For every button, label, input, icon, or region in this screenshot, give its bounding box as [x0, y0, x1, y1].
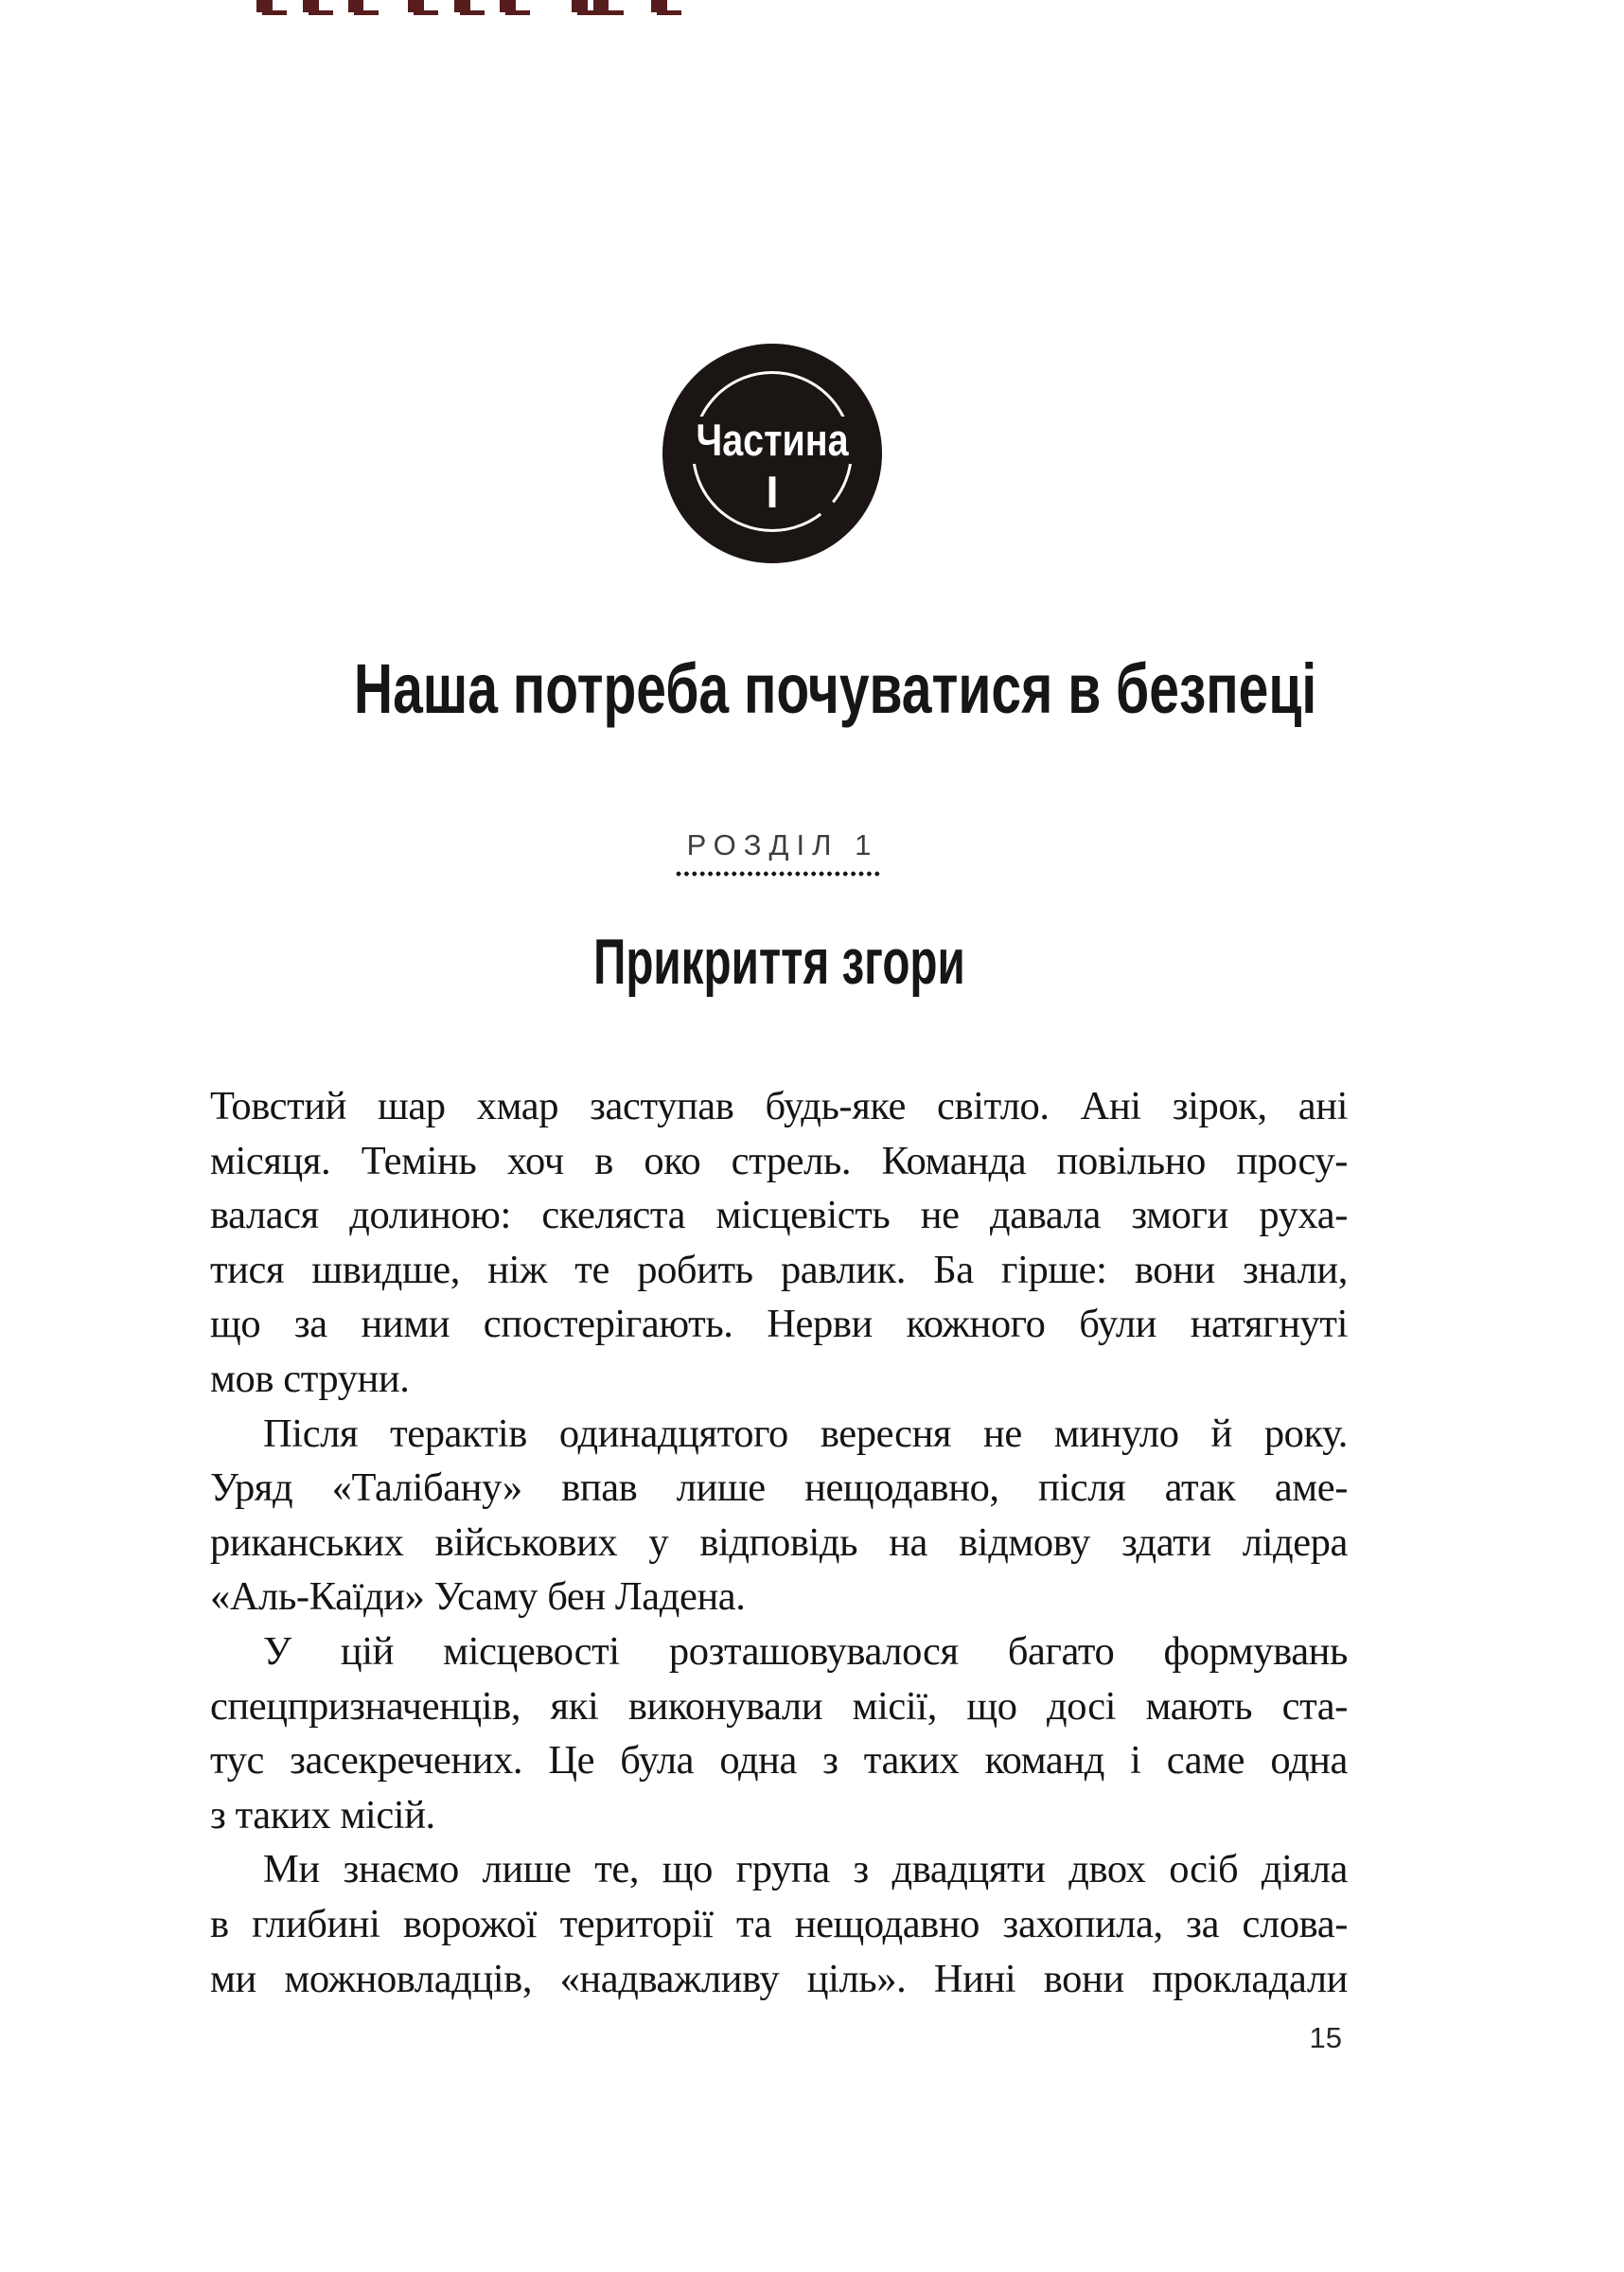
- chapter-kicker: РОЗДІЛ 1: [686, 828, 879, 861]
- body-line: ми можновладців, «надважливу ціль». Нині вони прокладали: [210, 1956, 1348, 2001]
- body-line: Після терактів одинадцятого вересня не минуло й року.: [263, 1411, 1348, 1456]
- body-line: в глибині ворожої території та нещодавно захопила, за слова-: [210, 1901, 1348, 1946]
- body-line: тися швидше, ніж те робить равлик. Ба гірше: вони знали,: [210, 1247, 1348, 1292]
- body-line: «Аль-Каїди» Усаму бен Ладена.: [210, 1574, 746, 1620]
- body-text: [210, 1079, 1348, 2006]
- body-line: У цій місцевості розташовувалося багато формувань: [263, 1628, 1348, 1674]
- part-badge-label: Частина: [688, 417, 856, 464]
- body-line: мов струни.: [210, 1356, 410, 1401]
- body-line: тус засекречених. Це була одна з таких команд і саме одна: [210, 1738, 1348, 1784]
- body-line: Товстий шар хмар заступав будь-яке світло. Ані зірок, ані: [210, 1084, 1348, 1128]
- body-line: валася долиною: скеляста місцевість не давала змоги руха-: [210, 1193, 1348, 1238]
- content-column: [210, 0, 1348, 2272]
- part-title: [210, 651, 1348, 727]
- body-line: спецпризначенців, які виконували місії, що досі мають ста-: [210, 1683, 1348, 1729]
- body-line: Ми знаємо лише те, що група з двадцяти двох осіб діяла: [263, 1847, 1348, 1892]
- body-line: риканських військових у відповідь на відмову здати лідера: [210, 1519, 1348, 1565]
- body-line: місяця. Темінь хоч в око стрель. Команда повільно просу-: [210, 1138, 1348, 1183]
- chapter-dotted-divider: [676, 869, 882, 879]
- body-line: Уряд «Талібану» впав лише нещодавно, після атак аме-: [210, 1465, 1348, 1511]
- part-title-text: Наша потреба почуватися в безпеці: [353, 649, 1317, 728]
- body-line: з таких місій.: [210, 1792, 435, 1837]
- body-line: що за ними спостерігають. Нерви кожного були натягнуті: [210, 1302, 1348, 1347]
- page-number: 15: [1309, 2021, 1342, 2054]
- chapter-title-text: Прикриття згори: [592, 926, 965, 998]
- part-badge-numeral: І: [754, 468, 789, 517]
- chapter-title: [210, 926, 1348, 998]
